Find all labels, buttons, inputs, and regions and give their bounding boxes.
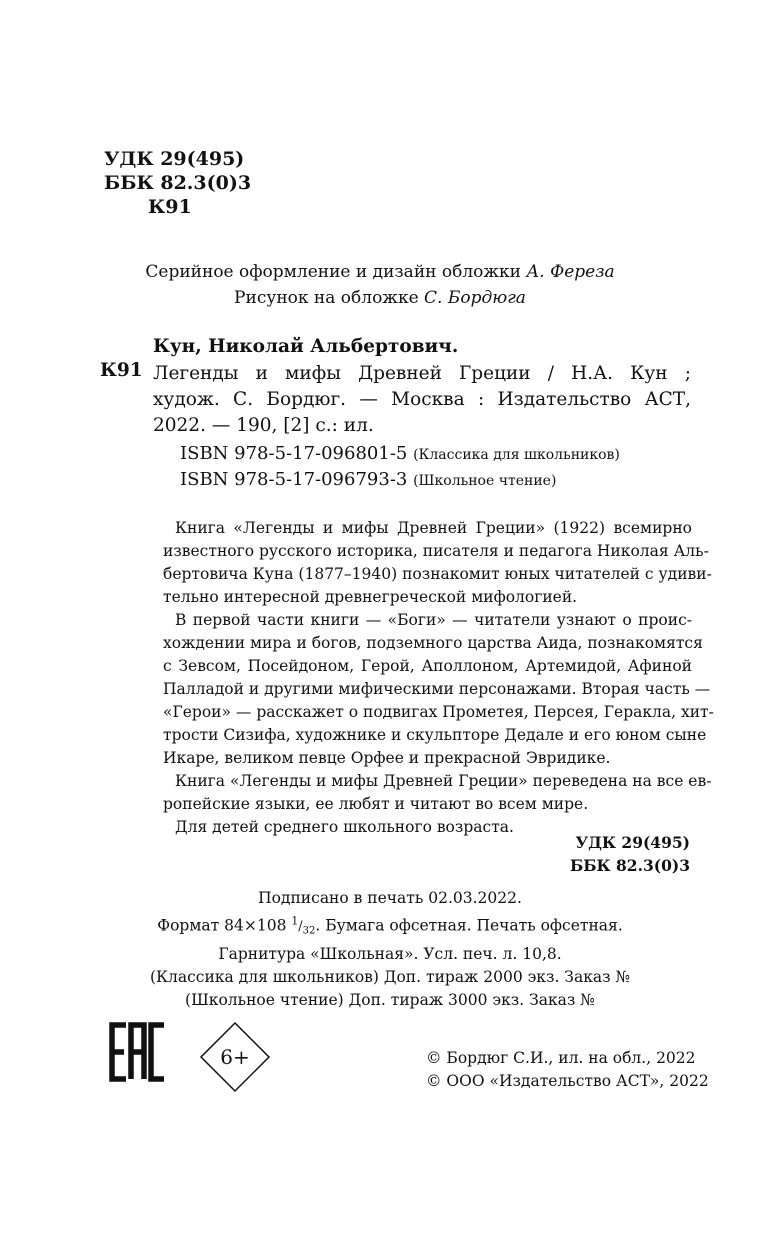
eac-letter-a — [131, 1025, 144, 1079]
format-fraction: $^1/_{32}$ — [291, 915, 316, 937]
bbk-code: ББК 82.3(0)3 — [570, 856, 690, 875]
udk-code: УДК 29(495) — [104, 148, 245, 170]
annotation-line: Книга «Легенды и мифы Древней Греции» переведена на все ев- — [175, 772, 712, 790]
annotation-line: тельно интересной древнегреческой мифологией. — [163, 588, 578, 606]
biblio-line-2: худож. С. Бордюг. — Москва : Издательство АСТ, — [153, 389, 691, 410]
annotation-line: В первой части книги — «Боги» — читатели узнают о проис- — [175, 611, 692, 629]
isbn-number: ISBN 978-5-17-096793-3 — [180, 469, 408, 490]
annotation-line: известного русского историка, писателя и педагога Николая Аль- — [163, 542, 709, 560]
cover-credit-text: Рисунок на обложке — [234, 288, 419, 308]
annotation — [163, 517, 714, 839]
udk-block — [104, 147, 251, 219]
design-credit-name: А. Фереза — [526, 262, 615, 282]
eac-mark — [108, 1022, 168, 1086]
isbn-line-2 — [180, 469, 556, 490]
isbn-series: (Классика для школьников) — [413, 447, 620, 463]
biblio-line-3: 2022. — 190, [2] с.: ил. — [153, 415, 374, 436]
annotation-line: Икаре, великом певце Орфее и прекрасной Эвридике. — [163, 749, 611, 767]
biblio-line-1: Легенды и мифы Древней Греции / Н.А. Кун ; — [153, 363, 691, 384]
udk-code: УДК 29(495) — [575, 833, 690, 852]
bottom-udk-block — [560, 831, 690, 877]
annotation-line: Для детей среднего школьного возраста. — [175, 818, 514, 836]
isbn-series: (Школьное чтение) — [413, 473, 557, 489]
bbk-code: ББК 82.3(0)3 — [104, 172, 252, 194]
annotation-paragraph-2 — [163, 609, 714, 770]
design-credit — [100, 262, 660, 282]
annotation-line: с Зевсом, Посейдоном, Герой, Аполлоном, Артемидой, Афиной — [163, 657, 692, 675]
imprint-format: Формат 84×108 $^1/_{32}$. Бумага офсетная. Печать офсетная. — [157, 915, 623, 937]
eac-letter-e — [112, 1025, 126, 1079]
annotation-line: Книга «Легенды и мифы Древней Греции» (1922) всемирно — [175, 519, 692, 537]
design-credit-text: Серийное оформление и дизайн обложки — [145, 262, 521, 282]
eac-letter-c — [151, 1025, 164, 1079]
annotation-line: Палладой и другими мифическими персонажами. Вторая часть — — [163, 680, 711, 698]
imprint-signed: Подписано в печать 02.03.2022. — [258, 889, 522, 907]
annotation-line: хождении мира и богов, подземного царства Аида, познакомятся — [163, 634, 703, 652]
age-rating-badge — [199, 1021, 271, 1093]
author-heading: Кун, Николай Альбертович. — [153, 336, 459, 357]
annotation-line: «Герои» — расскажет о подвигах Прометея, Персея, Геракла, хит- — [163, 703, 714, 721]
annotation-paragraph-3 — [163, 770, 712, 816]
annotation-paragraph-1 — [163, 517, 712, 609]
imprint — [150, 887, 630, 1012]
imprint-print-run-2: (Школьное чтение) Доп. тираж 3000 экз. Заказ № — [185, 990, 595, 1009]
imprint-typeface: Гарнитура «Школьная». Усл. печ. л. 10,8. — [218, 944, 562, 963]
copyright — [426, 1047, 709, 1093]
cover-credit-name: С. Бордюга — [424, 288, 526, 308]
annotation-line: трости Сизифа, художнике и скульпторе Дедале и его юном сыне — [163, 726, 707, 744]
copyright-line-1: © Бордюг С.И., ил. на обл., 2022 — [426, 1049, 696, 1067]
side-author-sign: К91 — [100, 360, 143, 381]
cover-credit — [100, 288, 660, 308]
author-sign: К91 — [148, 196, 192, 218]
isbn-line-1 — [180, 443, 620, 464]
annotation-line: бертовича Куна (1877–1940) познакомит юных читателей с удиви- — [163, 565, 712, 583]
age-rating-text: 6+ — [220, 1045, 250, 1069]
annotation-line: ропейские языки, ее любят и читают во всем мире. — [163, 795, 589, 813]
copyright-line-2: © ООО «Издательство АСТ», 2022 — [426, 1072, 709, 1090]
isbn-number: ISBN 978-5-17-096801-5 — [180, 443, 408, 464]
imprint-print-run-1: (Классика для школьников) Доп. тираж 2000 экз. Заказ № — [150, 967, 631, 986]
